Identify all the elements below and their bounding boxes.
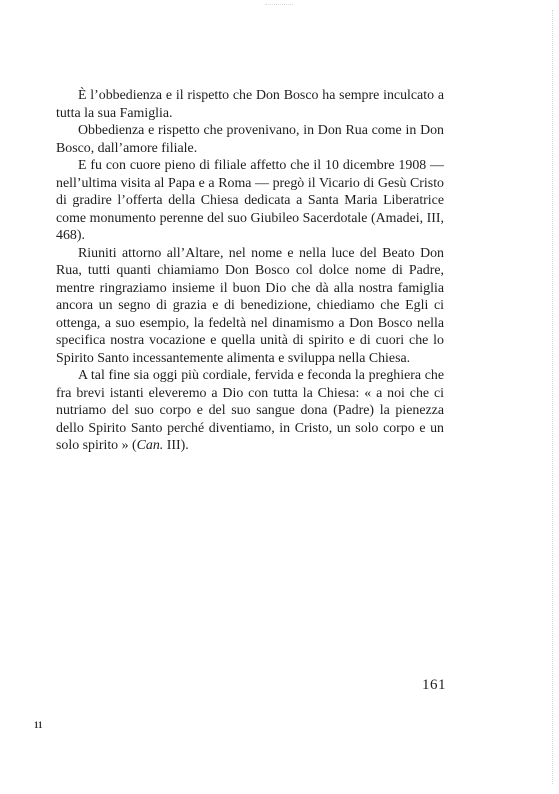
- paragraph-3: E fu con cuore pieno di filiale affetto che il 10 dicembre 1908 — nell’ultima visita al Papa e a Roma — pregò il Vicario di Gesù Cristo di gradire l’offerta della Chiesa dedicata a Santa Maria Liberatrice come monumento perenne del suo Giubileo Sacerdotale (Amadei, III, 468).: [56, 158, 444, 243]
- paragraph-1: È l’obbedienza e il rispetto che Don Bosco ha sempre inculcato a tutta la sua Famiglia.: [56, 88, 444, 121]
- paragraph-2: Obbedienza e rispetto che provenivano, in Don Rua come in Don Bosco, dall’amore filiale.: [56, 123, 444, 156]
- paragraph-5-main: A tal fine sia oggi più cordiale, fervida e feconda la preghiera che fra brevi istanti eleveremo a Dio con tutta la Chiesa: « a noi che ci nutriamo del suo corpo e del suo sangue dona (Padre) la pienezza dello Spirito Santo perché diventiamo, in Cristo, un solo corpo e un solo spirito » (: [56, 368, 444, 453]
- paragraph-5-end: III).: [163, 438, 189, 453]
- citation-abbreviation: Can.: [136, 438, 164, 453]
- body-text: [56, 87, 444, 455]
- top-edge-mark: [265, 4, 293, 6]
- right-edge-scan-marks: [550, 10, 553, 784]
- paragraph-4: Riuniti attorno all’Altare, nel nome e nella luce del Beato Don Rua, tutti quanti chiamiamo Don Bosco col dolce nome di Padre, mentre ringraziamo insieme il buon Dio che dà alla nostra famiglia ancora un segno di grazia e di benedizione, chiediamo che Egli ci ottenga, a suo esempio, la fedeltà nel dinamismo a Don Bosco nella specifica nostra vocazione e quella unità di spirito e di cuori che lo Spirito Santo incessantemente alimenta e sviluppa nella Chiesa.: [56, 245, 444, 366]
- signature-mark: 11: [34, 720, 43, 730]
- paragraph-5: [56, 367, 444, 455]
- page-number: 161: [422, 677, 446, 693]
